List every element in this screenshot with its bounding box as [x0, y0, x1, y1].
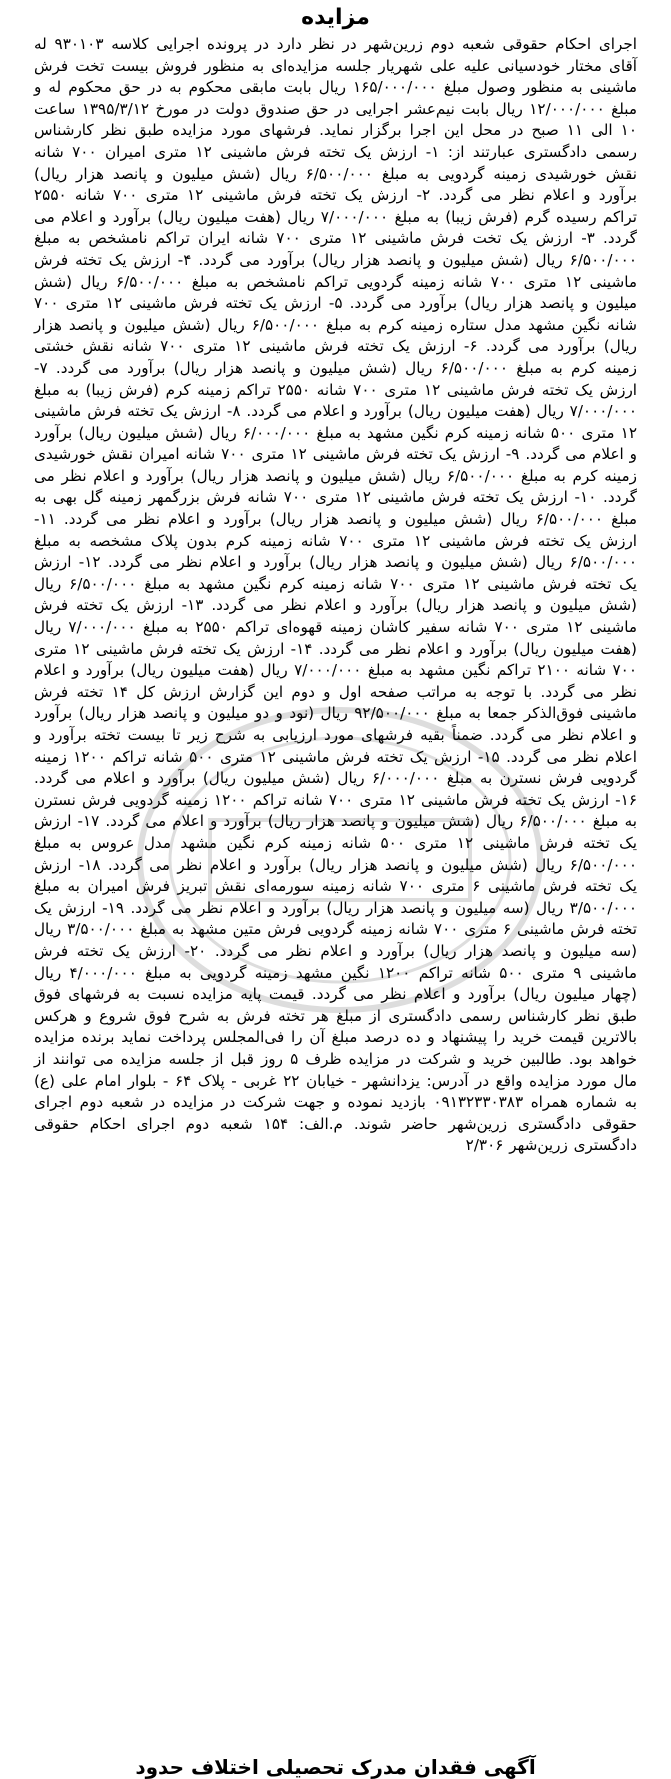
next-notice-heading: آگهی فقدان مدرک تحصیلی اختلاف حدود	[135, 1755, 536, 1779]
notice-body: اجرای احکام حقوقی شعبه دوم زرین‌شهر در نظر دارد در پرونده اجرایی کلاسه ۹۳۰۱۰۳ له آقای مختار خودسیانی علیه علی شهریار جلسه مزایده‌ای به منظور فروش بیست تخت فرش ماشینی به منظور وصول مبلغ ۱۶۵/۰۰۰/۰۰۰ ریال بابت مابقی محکوم به در حق محکوم له و مبلغ ۱۲/۰۰۰/۰۰۰ ریال بابت نیم‌عشر اجرایی در حق صندوق دولت در مورخ ۱۳۹۵/۳/۱۲ ساعت ۱۰ الی ۱۱ صبح در محل این اجرا برگزار نماید. فرشهای مورد مزایده طبق نظر کارشناس رسمی دادگستری عبارتند از: ۱- ارزش یک تخته فرش ماشینی ۱۲ متری امیران ۷۰۰ شانه نقش خورشیدی زمینه گردویی به مبلغ ۶/۵۰۰/۰۰۰ ریال (شش میلیون و پانصد هزار ریال) برآورد و اعلام نظر می گردد. ۲- ارزش یک تخته فرش ماشینی ۱۲ متری ۷۰۰ شانه ۲۵۵۰ تراکم رسیده گرم (فرش زیبا) به مبلغ ۷/۰۰۰/۰۰۰ ریال (هفت میلیون ریال) برآورد و اعلام می گردد. ۳- ارزش یک تخت فرش ماشینی ۱۲ متری ۷۰۰ شانه ایران تراکم نامشخص به مبلغ ۶/۵۰۰/۰۰۰ ریال (شش میلیون و پانصد هزار ریال) برآورد می گردد. ۴- ارزش یک تخته فرش ماشینی ۱۲ متری ۷۰۰ شانه زمینه گردویی تراکم نامشخص به مبلغ ۶/۵۰۰/۰۰۰ ریال (شش میلیون و پانصد هزار ریال) برآورد می گردد. ۵- ارزش یک تخته فرش ماشینی ۱۲ متری ۷۰۰ شانه نگین مشهد مدل ستاره زمینه کرم به مبلغ ۶/۵۰۰/۰۰۰ ریال (شش میلیون و پانصد هزار ریال) برآورد می گردد. ۶- ارزش یک تخته فرش ماشینی ۱۲ متری ۷۰۰ شانه نقش خشتی زمینه کرم به مبلغ ۶/۵۰۰/۰۰۰ ریال (شش میلیون و پانصد هزار ریال) برآورد می گردد. ۷- ارزش یک تخته فرش ماشینی ۱۲ متری ۷۰۰ شانه ۲۵۵۰ تراکم زمینه کرم (فرش زیبا) به مبلغ ۷/۰۰۰/۰۰۰ ریال (هفت میلیون ریال) برآورد و اعلام می گردد. ۸- ارزش یک تخته فرش ماشینی ۱۲ متری ۵۰۰ شانه زمینه کرم نگین مشهد به مبلغ ۶/۰۰۰/۰۰۰ ریال (شش میلیون ریال) برآورد و اعلام می گردد. ۹- ارزش یک تخته فرش ماشینی ۱۲ متری ۷۰۰ شانه امیران نقش خورشیدی زمینه کرم به مبلغ ۶/۵۰۰/۰۰۰ ریال (شش میلیون و پانصد هزار ریال) برآورد و اعلام نظر می گردد. ۱۰- ارزش یک تخته فرش ماشینی ۱۲ متری ۷۰۰ شانه فرش بزرگمهر زمینه گل بهی به مبلغ ۶/۵۰۰/۰۰۰ ریال (شش میلیون و پانصد هزار ریال) برآورد و اعلام نظر می گردد. ۱۱- ارزش یک تخته فرش ماشینی ۱۲ متری ۷۰۰ شانه زمینه کرم بدون پلاک مشخصه به مبلغ ۶/۵۰۰/۰۰۰ ریال (شش میلیون و پانصد هزار ریال) برآورد و اعلام نظر می گردد. ۱۲- ارزش یک تخته فرش ماشینی ۱۲ متری ۷۰۰ شانه زمینه کرم نگین مشهد به مبلغ ۶/۵۰۰/۰۰۰ ریال (شش میلیون و پانصد هزار ریال) برآورد و اعلام نظر می گردد. ۱۳- ارزش یک تخته فرش ماشینی ۱۲ متری ۷۰۰ شانه سفیر کاشان زمینه قهوه‌ای تراکم ۲۵۵۰ به مبلغ ۷/۰۰۰/۰۰۰ ریال (هفت میلیون ریال) برآورد و اعلام نظر می گردد. ۱۴- ارزش یک تخته فرش ماشینی ۱۲ متری ۷۰۰ شانه ۲۱۰۰ تراکم نگین مشهد به مبلغ ۷/۰۰۰/۰۰۰ ریال (هفت میلیون ریال) برآورد و اعلام نظر می گردد. با توجه به مراتب صفحه اول و دوم این گزارش ارزش کل ۱۴ تخته فرش ماشینی فوق‌الذکر جمعا به مبلغ ۹۲/۵۰۰/۰۰۰ ریال (نود و دو میلیون و پانصد هزار ریال) برآورد و اعلام نظر می گردد. ضمناً بقیه فرشهای مورد ارزیابی به شرح زیر تا بیست تخته برآورد و اعلام نظر می گردد. ۱۵- ارزش یک تخته فرش ماشینی ۱۲ متری ۵۰۰ شانه تراکم ۱۲۰۰ زمینه گردویی فرش نسترن به مبلغ ۶/۰۰۰/۰۰۰ ریال (شش میلیون ریال) برآورد و اعلام می گردد. ۱۶- ارزش یک تخته فرش ماشینی ۱۲ متری ۷۰۰ شانه تراکم ۱۲۰۰ زمینه گردویی فرش نسترن به مبلغ ۶/۵۰۰/۰۰۰ ریال (شش میلیون و پانصد هزار ریال) برآورد و اعلام می گردد. ۱۷- ارزش یک تخته فرش ماشینی ۱۲ متری ۵۰۰ شانه زمینه کرم نگین مشهد مدل عروس به مبلغ ۶/۵۰۰/۰۰۰ ریال (شش میلیون و پانصد هزار ریال) برآورد و اعلام نظر می گردد. ۱۸- ارزش یک تخته فرش ماشینی ۶ متری ۷۰۰ شانه زمینه سورمه‌ای نقش تبریز فرش امیران به مبلغ ۳/۵۰۰/۰۰۰ ریال (سه میلیون و پانصد هزار ریال) برآورد و اعلام نظر می گردد. ۱۹- ارزش یک تخته فرش ماشینی ۶ متری ۷۰۰ شانه زمینه گردویی فرش متین مشهد به مبلغ ۳/۵۰۰/۰۰۰ ریال (سه میلیون و پانصد هزار ریال) برآورد و اعلام نظر می گردد. ۲۰- ارزش یک تخته فرش ماشینی ۹ متری ۵۰۰ شانه تراکم ۱۲۰۰ نگین مشهد زمینه گردویی به مبلغ ۴/۰۰۰/۰۰۰ ریال (چهار میلیون ریال) برآورد و اعلام نظر می گردد. قیمت پایه مزایده نسبت به فرشهای فوق طبق نظر کارشناس رسمی دادگستری از مبلغ هر تخته فرش به شرح فوق شروع و هرکس بالاترین قیمت خرید را پیشنهاد و ده درصد مبلغ آن را فی‌المجلس پرداخت نماید برنده مزایده خواهد بود. طالبین خرید و شرکت در مزایده ظرف ۵ روز قبل از جلسه مزایده می توانند از مال مورد مزایده واقع در آدرس: یزدانشهر - خیابان ۲۲ غربی - پلاک ۶۴ - بلوار امام علی (ع) به شماره همراه ۰۹۱۳۲۳۳۰۳۸۳ بازدید نموده و جهت شرکت در مزایده در شعبه دوم اجرای حقوقی دادگستری زرین‌شهر حاضر شوند. م.الف: ۱۵۴ شعبه دوم اجرای احکام حقوقی دادگستری زرین‌شهر ۲/۳۰۶	[34, 35, 638, 1155]
notice-title: مزایده	[301, 5, 370, 30]
next-notice-fragment	[0, 1755, 671, 1779]
